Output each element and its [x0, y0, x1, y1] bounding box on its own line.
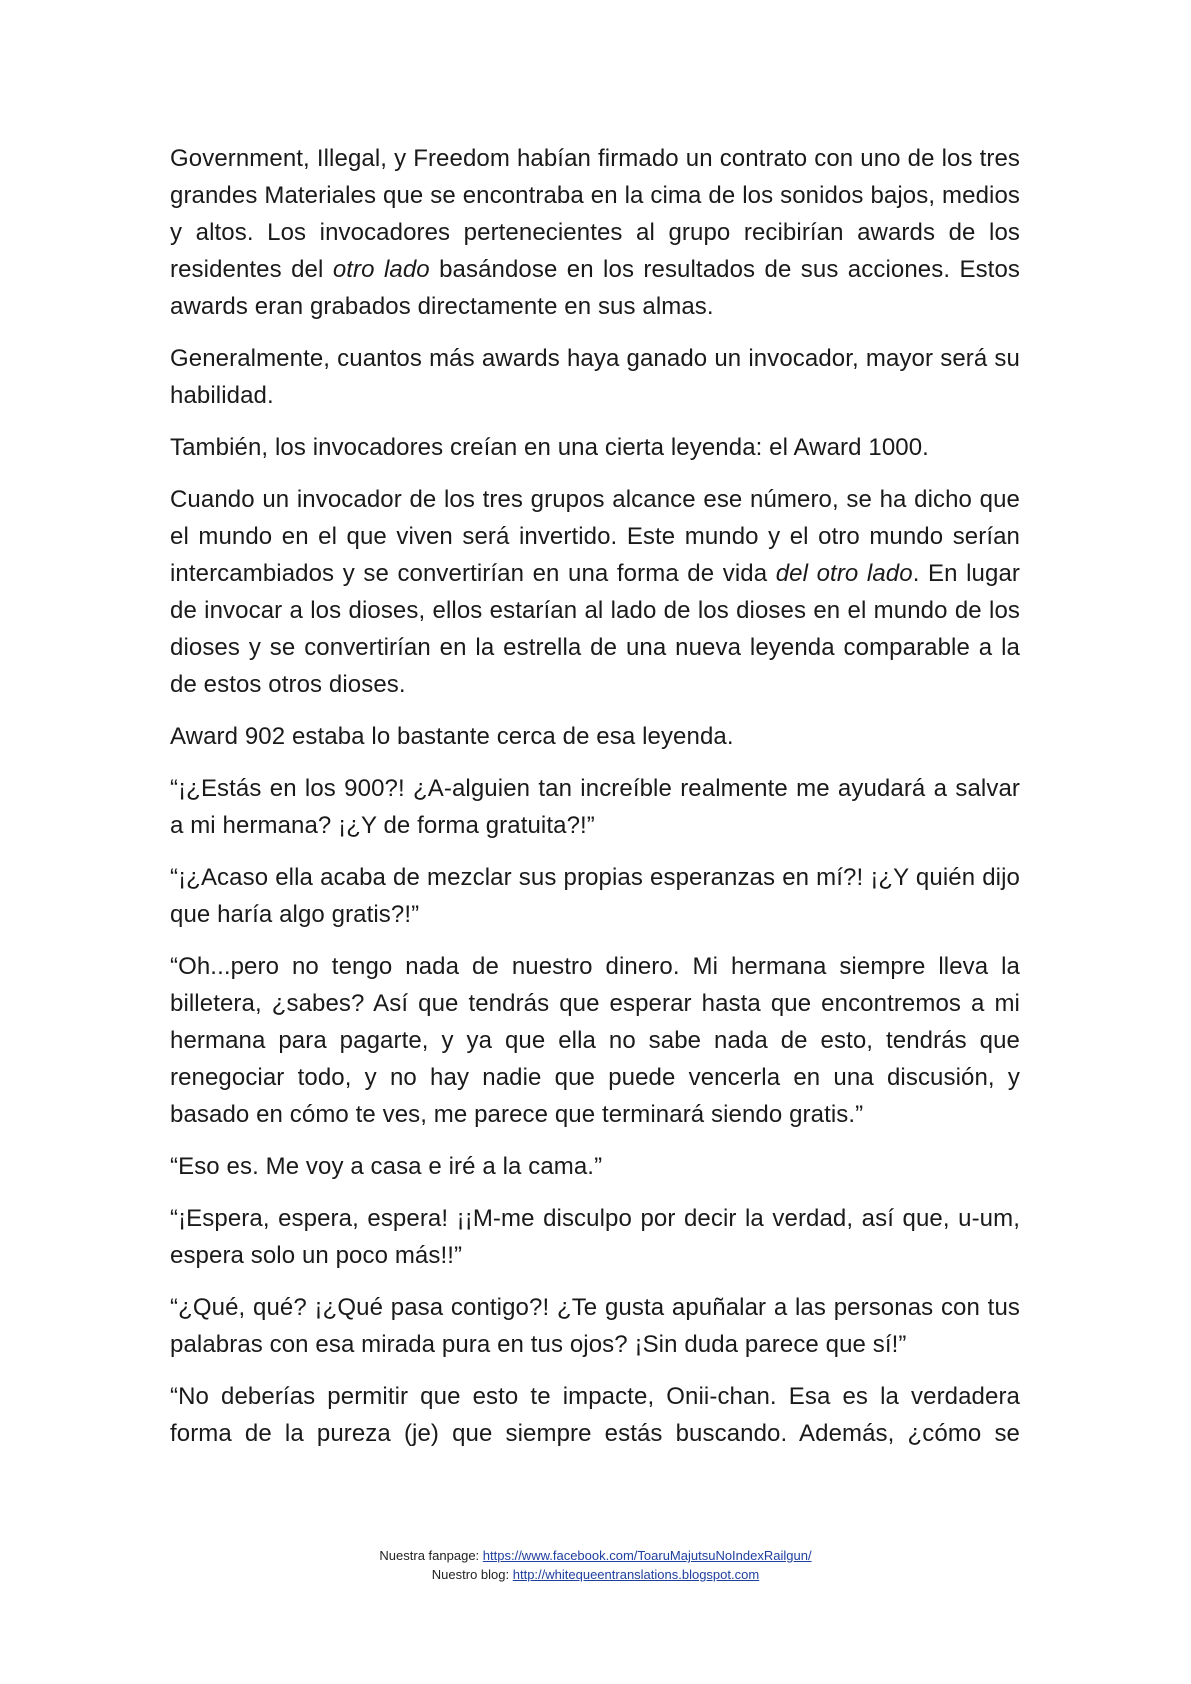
- paragraph: [170, 140, 1020, 325]
- text-segment: “¡¿Estás en los 900?! ¿A-alguien tan increíble realmente me ayudará a salvar a mi hermana? ¡¿Y de forma gratuita?!”: [170, 775, 1020, 839]
- text-segment: También, los invocadores creían en una cierta leyenda: el Award 1000.: [170, 434, 929, 461]
- blog-link[interactable]: http://whitequeentranslations.blogspot.com: [512, 1567, 760, 1582]
- text-segment: . En lugar de invocar a los dioses, ellos estarían al lado de los dioses en el mundo de los dioses y se convertirían en la estrella de una nueva leyenda comparable a la de estos otros dioses.: [170, 560, 1020, 698]
- paragraph: [170, 1289, 1020, 1363]
- text-segment: Generalmente, cuantos más awards haya ganado un invocador, mayor será su habilidad.: [170, 345, 1020, 409]
- text-segment: “Eso es. Me voy a casa e iré a la cama.”: [170, 1153, 603, 1180]
- fanpage-label: Nuestra fanpage:: [379, 1548, 480, 1563]
- text-segment: “No deberías permitir que esto te impacte, Onii-chan. Esa es la verdadera forma de la pureza (je) que siempre estás buscando. Además, ¿cómo se: [170, 1383, 1020, 1447]
- paragraph: [170, 718, 1020, 755]
- text-segment: Government, Illegal, y Freedom habían firmado un contrato con uno de los tres grandes Materiales que se encontraba en la cima de los sonidos bajos, medios y altos. Los invocadores pertenecientes al grupo recibirían awards de los residentes del: [170, 145, 1020, 283]
- paragraph: [170, 770, 1020, 844]
- text-segment: “¡Espera, espera, espera! ¡¡M-me disculpo por decir la verdad, así que, u-um, espera solo un poco más!!”: [170, 1205, 1020, 1269]
- text-segment: “Oh...pero no tengo nada de nuestro dinero. Mi hermana siempre lleva la billetera, ¿sabes? Así que tendrás que esperar hasta que encontremos a mi hermana para pagarte, y ya que ella no sabe nada de esto, tendrás que renegociar todo, y no hay nadie que puede vencerla en una discusión, y basado en cómo te ves, me parece que terminará siendo gratis.”: [170, 953, 1020, 1128]
- page-footer: [0, 1546, 1191, 1584]
- text-segment: basándose en los resultados de sus acciones. Estos awards eran grabados directamente en sus almas.: [170, 256, 1020, 320]
- paragraph: [170, 1378, 1020, 1452]
- italic-segment: del otro lado: [775, 560, 913, 587]
- paragraph: [170, 948, 1020, 1133]
- paragraph: [170, 859, 1020, 933]
- blog-line: [0, 1565, 1191, 1584]
- fanpage-link[interactable]: https://www.facebook.com/ToaruMajutsuNoIndexRailgun/: [482, 1548, 812, 1563]
- text-segment: “¿Qué, qué? ¡¿Qué pasa contigo?! ¿Te gusta apuñalar a las personas con tus palabras con esa mirada pura en tus ojos? ¡Sin duda parece que sí!”: [170, 1294, 1020, 1358]
- text-segment: Award 902 estaba lo bastante cerca de esa leyenda.: [170, 723, 734, 750]
- body-text: [170, 140, 1020, 1452]
- blog-label: Nuestro blog:: [431, 1567, 510, 1582]
- paragraph: [170, 340, 1020, 414]
- text-segment: “¡¿Acaso ella acaba de mezclar sus propias esperanzas en mí?! ¡¿Y quién dijo que haría algo gratis?!”: [170, 864, 1020, 928]
- paragraph: [170, 1148, 1020, 1185]
- fanpage-line: [0, 1546, 1191, 1565]
- paragraph: [170, 481, 1020, 703]
- paragraph: [170, 429, 1020, 466]
- text-segment: Cuando un invocador de los tres grupos alcance ese número, se ha dicho que el mundo en el que viven será invertido. Este mundo y el otro mundo serían intercambiados y se convertirían en una forma de vida: [170, 486, 1020, 587]
- paragraph: [170, 1200, 1020, 1274]
- italic-segment: otro lado: [332, 256, 430, 283]
